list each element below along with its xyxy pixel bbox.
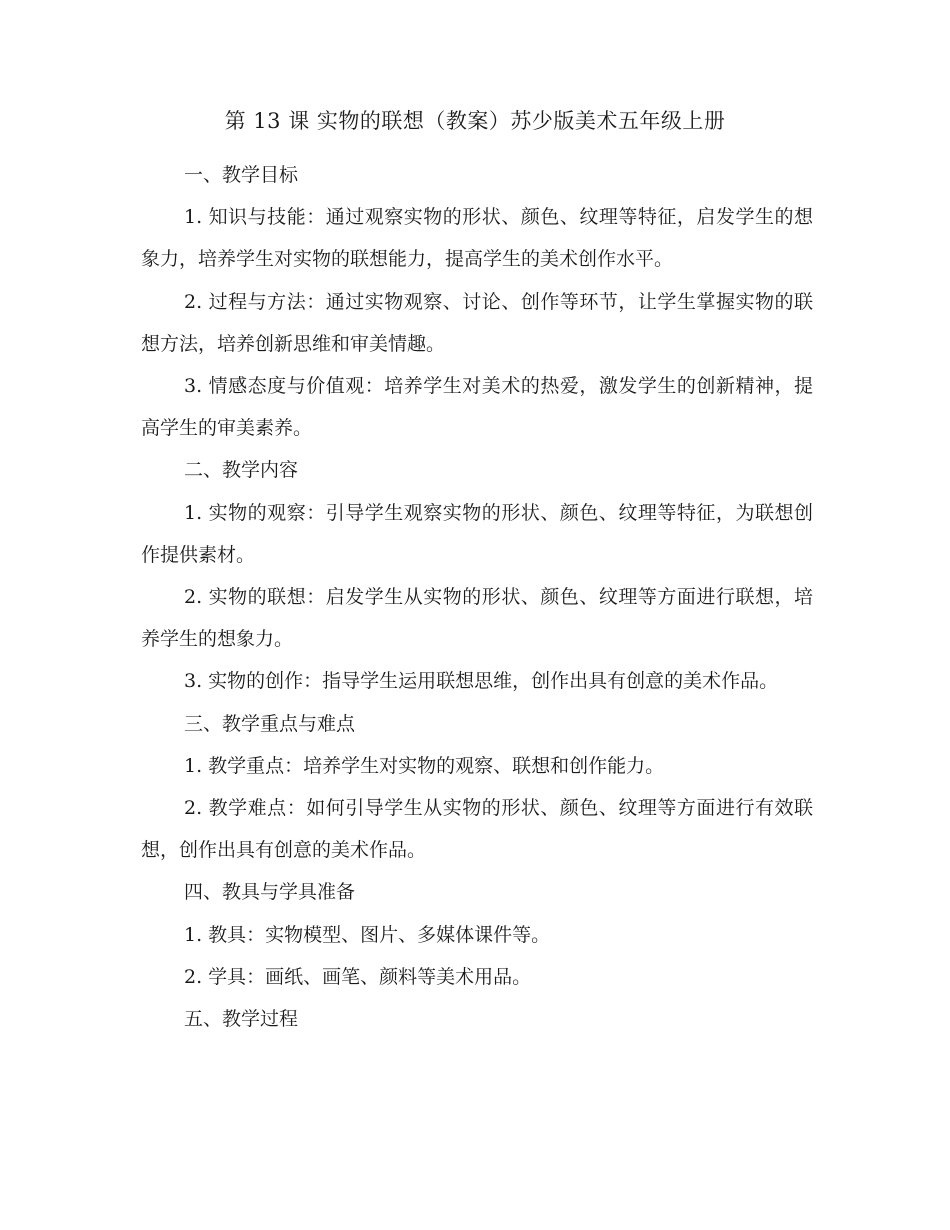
- item-text: 学具：画纸、画笔、颜料等美术用品。: [208, 965, 532, 988]
- item-text: 实物的联想：启发学生从实物的形状、颜色、纹理等方面进行联想，培养学生的想象力。: [141, 586, 813, 651]
- section-heading-materials: 四、教具与学具准备: [184, 881, 356, 904]
- document-body: [141, 154, 813, 1040]
- content-item: [141, 492, 813, 576]
- item-text: 教学难点：如何引导学生从实物的形状、颜色、纹理等方面进行有效联想，创作出具有创意的美术作品。: [141, 797, 813, 862]
- item-number: 2.: [184, 797, 203, 820]
- item-text: 实物的创作：指导学生运用联想思维，创作出具有创意的美术作品。: [208, 670, 779, 693]
- item-number: 2.: [184, 290, 203, 313]
- content-item: [141, 660, 813, 702]
- item-number: 3.: [184, 670, 203, 693]
- item-number: 1.: [184, 923, 203, 946]
- key-point-item: [141, 787, 813, 871]
- item-text: 实物的观察：引导学生观察实物的形状、颜色、纹理等特征，为联想创作提供素材。: [141, 501, 813, 566]
- section-heading-key-points: 三、教学重点与难点: [184, 712, 356, 735]
- section-heading-objectives: 一、教学目标: [184, 164, 299, 186]
- objective-item: [141, 196, 813, 280]
- item-number: 1.: [184, 754, 203, 777]
- section-heading-process: 五、教学过程: [184, 1008, 299, 1031]
- item-text: 情感态度与价值观：培养学生对美术的热爱，激发学生的创新精神，提高学生的审美素养。: [141, 375, 813, 440]
- content-item: [141, 576, 813, 660]
- section-heading-content: 二、教学内容: [184, 459, 299, 482]
- item-text: 过程与方法：通过实物观察、讨论、创作等环节，让学生掌握实物的联想方法，培养创新思维和审美情趣。: [141, 290, 813, 355]
- materials-item: [141, 956, 813, 998]
- item-number: 3.: [184, 375, 203, 398]
- item-text: 教学重点：培养学生对实物的观察、联想和创作能力。: [208, 754, 665, 777]
- item-number: 1.: [184, 206, 203, 229]
- item-text: 教具：实物模型、图片、多媒体课件等。: [208, 923, 551, 946]
- materials-item: [141, 914, 813, 956]
- document-title: 第 13 课 实物的联想（教案）苏少版美术五年级上册: [224, 109, 726, 133]
- key-point-item: [141, 745, 813, 787]
- item-number: 2.: [184, 586, 203, 609]
- objective-item: [141, 281, 813, 365]
- objective-item: [141, 365, 813, 449]
- item-text: 知识与技能：通过观察实物的形状、颜色、纹理等特征，启发学生的想象力，培养学生对实物的联想能力，提高学生的美术创作水平。: [141, 206, 813, 271]
- item-number: 2.: [184, 965, 203, 988]
- item-number: 1.: [184, 501, 203, 524]
